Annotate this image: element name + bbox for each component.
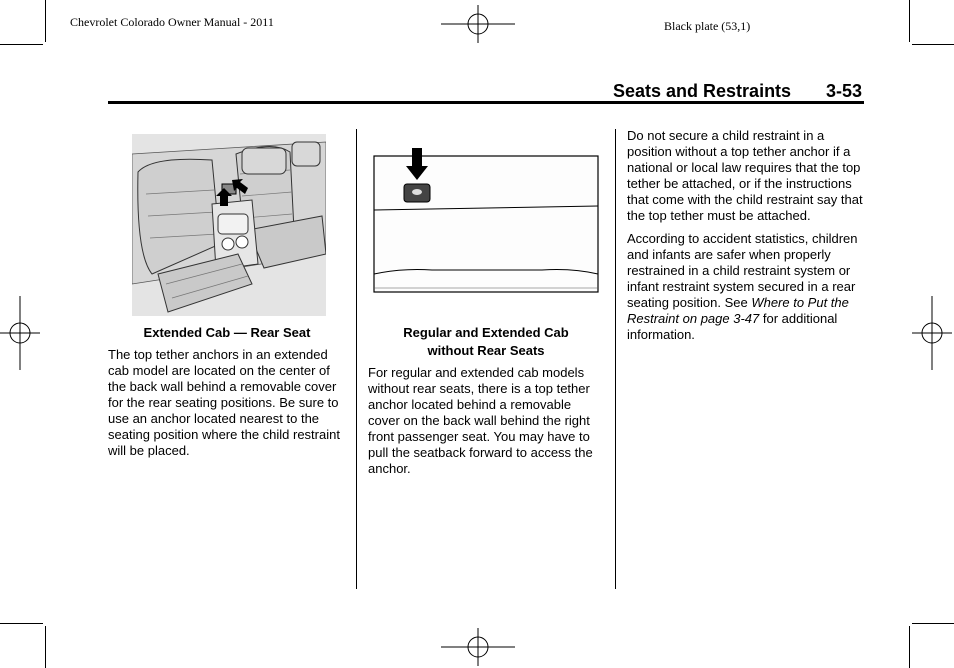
caption-line: Regular and Extended Cab xyxy=(403,325,569,340)
header-rule xyxy=(108,101,864,104)
registration-mark-icon xyxy=(912,296,952,370)
manual-title: Chevrolet Colorado Owner Manual - 2011 xyxy=(70,15,274,29)
cross-reference-link[interactable]: Where to Put the Restraint on page 3-47 xyxy=(627,295,849,326)
column-divider xyxy=(615,129,616,589)
crop-mark xyxy=(909,0,910,42)
caption-line: without Rear Seats xyxy=(427,343,545,358)
plate-label: Black plate (53,1) xyxy=(664,19,751,33)
crop-mark xyxy=(909,626,910,668)
crop-mark xyxy=(0,44,43,45)
paragraph-text: For regular and extended cab models without rear seats, there is a top tether anchor located behind a removable cover on the back wall behind the right front passenger seat. You may have to pull the seatback forward to access the anchor. xyxy=(368,365,593,476)
registration-mark-icon xyxy=(0,296,40,370)
rear-seat-illustration xyxy=(132,134,326,316)
page-number: 3-53 xyxy=(826,81,863,101)
column-divider xyxy=(356,129,357,589)
body-column xyxy=(627,128,863,350)
figure-caption: Extended Cab — Rear Seat xyxy=(143,325,311,340)
paragraph-end: for additional information. xyxy=(627,311,838,342)
crop-mark xyxy=(912,623,954,624)
section-title: Seats and Restraints xyxy=(613,81,792,101)
crop-mark xyxy=(0,623,43,624)
paragraph-text xyxy=(627,231,863,343)
back-wall-anchor-cover-illustration xyxy=(372,148,600,294)
paragraph-text: The top tether anchors in an extended cab model are located on the center of the back wall behind a removable cover for the rear seating positions. Be sure to use an anchor located nearest to the seating position where the child restraint will be placed. xyxy=(108,347,340,458)
registration-mark-icon xyxy=(441,5,515,43)
registration-mark-icon xyxy=(441,628,515,666)
crop-mark xyxy=(45,626,46,668)
paragraph-text: Do not secure a child restraint in a position without a top tether anchor if a national or local law requires that the top tether be attached, or if the instructions that come with the child restraint say that the top tether must be attached. xyxy=(627,128,863,223)
body-paragraph xyxy=(108,347,348,466)
crop-mark xyxy=(912,44,954,45)
body-paragraph xyxy=(368,365,606,484)
figure-caption xyxy=(368,324,604,360)
crop-mark xyxy=(45,0,46,42)
paragraph-start: According to accident statistics, children and infants are safer when properly restrained in a child restraint system or infant restraint system secured in a rear seating position. See xyxy=(627,231,858,310)
